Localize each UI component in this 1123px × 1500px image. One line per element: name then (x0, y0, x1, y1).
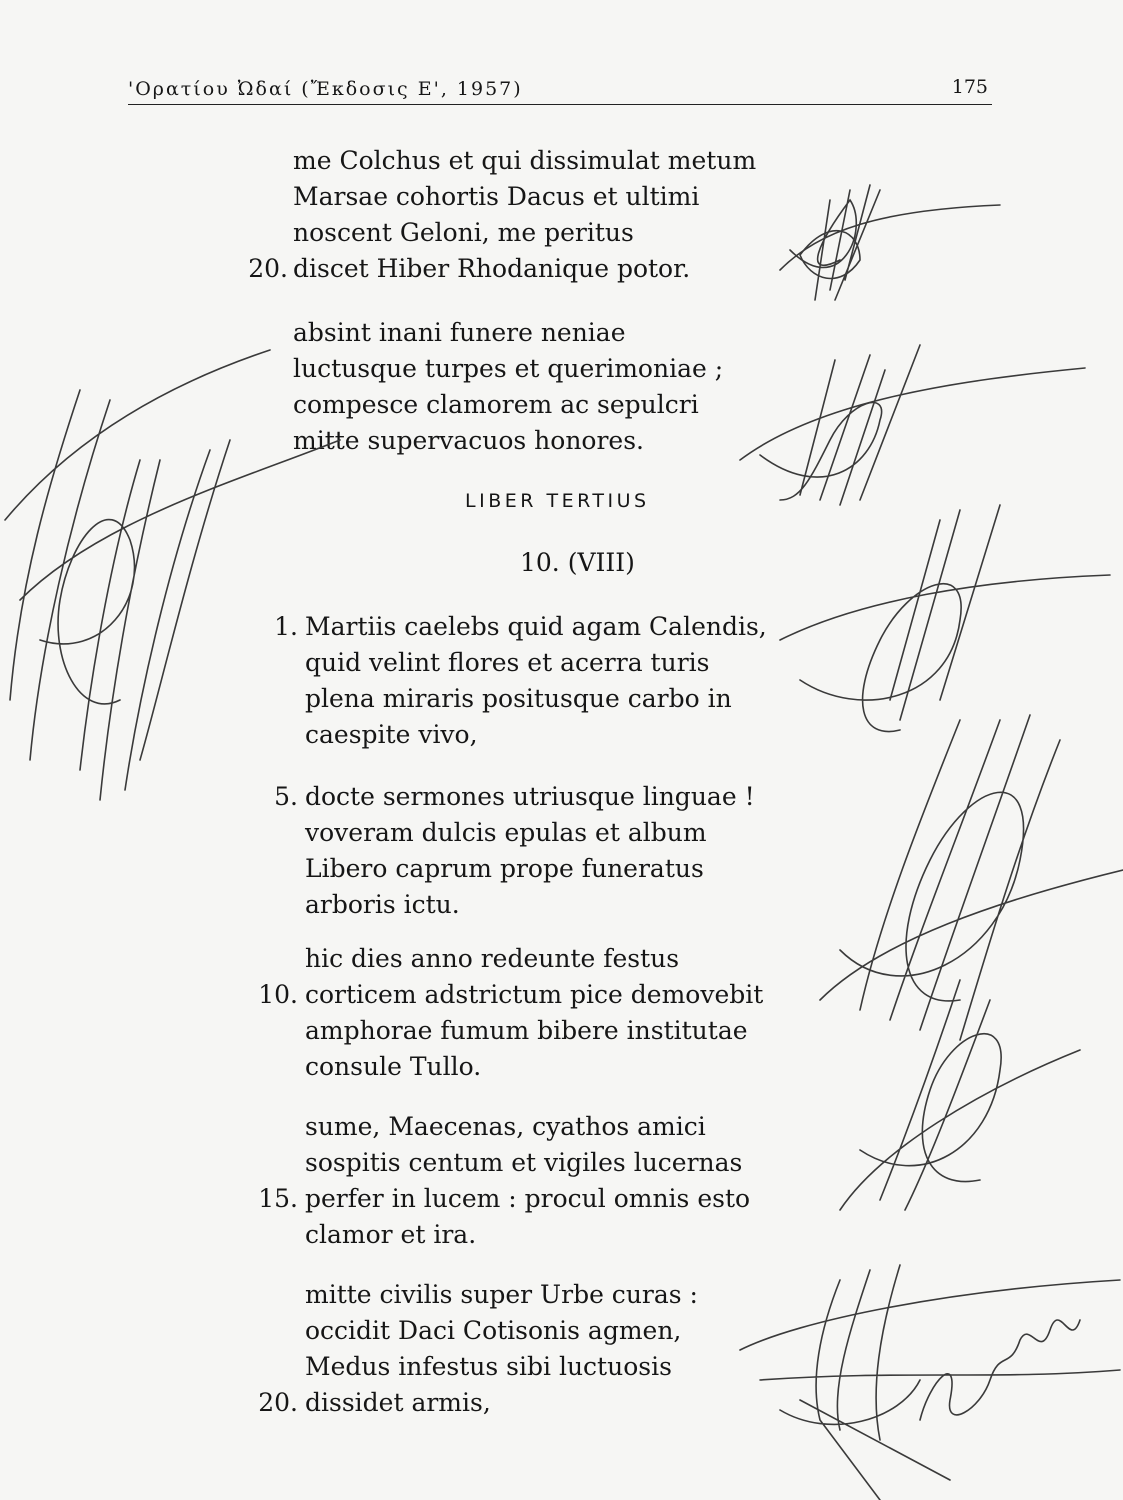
scribble-mid-right (740, 345, 1085, 505)
line-number: 5. (274, 782, 298, 811)
line-number: 20. (258, 1388, 298, 1417)
line-number: 10. (258, 980, 298, 1009)
running-header (128, 74, 992, 105)
verse-line: discet Hiber Rhodanique potor. (293, 254, 691, 283)
verse-line: hic dies anno redeunte festus (305, 944, 680, 973)
line-number: 15. (258, 1184, 298, 1213)
line-number: 20. (248, 254, 288, 283)
verse-line: voveram dulcis epulas et album (305, 818, 707, 847)
book-title: LIBER TERTIUS (465, 490, 650, 512)
verse-line: dissidet armis, (305, 1388, 491, 1417)
scribble-signature (740, 1265, 1120, 1500)
verse-line: amphorae fumum bibere institutae (305, 1016, 748, 1045)
scribble-left-margin (5, 350, 340, 800)
header-title: 'Ορατίου Ὠδαί (Ἔκδοσις Ε', 1957) (128, 78, 523, 100)
verse-line: Martiis caelebs quid agam Calendis, (305, 612, 767, 641)
verse-line: occidit Daci Cotisonis agmen, (305, 1316, 682, 1345)
verse-line: docte sermones utriusque linguae ! (305, 782, 755, 811)
verse-line: mitte civilis super Urbe curas : (305, 1280, 698, 1309)
ode-title: 10. (VIII) (520, 548, 635, 577)
verse-line: noscent Geloni, me peritus (293, 218, 634, 247)
verse-line: plena miraris positusque carbo in (305, 684, 732, 713)
verse-line: arboris ictu. (305, 890, 460, 919)
verse-line: consule Tullo. (305, 1052, 482, 1081)
verse-line: corticem adstrictum pice demovebit (305, 980, 764, 1009)
verse-line: Marsae cohortis Dacus et ultimi (293, 182, 700, 211)
verse-line: absint inani funere neniae (293, 318, 626, 347)
verse-line: sume, Maecenas, cyathos amici (305, 1112, 706, 1141)
verse-line: clamor et ira. (305, 1220, 477, 1249)
verse-line: Libero caprum prope funeratus (305, 854, 704, 883)
verse-line: mitte supervacuos honores. (293, 426, 645, 455)
scribble-top-right (780, 185, 1000, 300)
verse-line: compesce clamorem ac sepulcri (293, 390, 699, 419)
verse-line: quid velint flores et acerra turis (305, 648, 710, 677)
verse-line: Medus infestus sibi luctuosis (305, 1352, 672, 1381)
scribble-right-column (780, 505, 1123, 1210)
verse-line: caespite vivo, (305, 720, 478, 749)
line-number: 1. (274, 612, 298, 641)
verse-line: sospitis centum et vigiles lucernas (305, 1148, 743, 1177)
verse-line: luctusque turpes et querimoniae ; (293, 354, 724, 383)
verse-line: me Colchus et qui dissimulat metum (293, 146, 757, 175)
verse-line: perfer in lucem : procul omnis esto (305, 1184, 751, 1213)
page-number: 175 (951, 76, 988, 98)
